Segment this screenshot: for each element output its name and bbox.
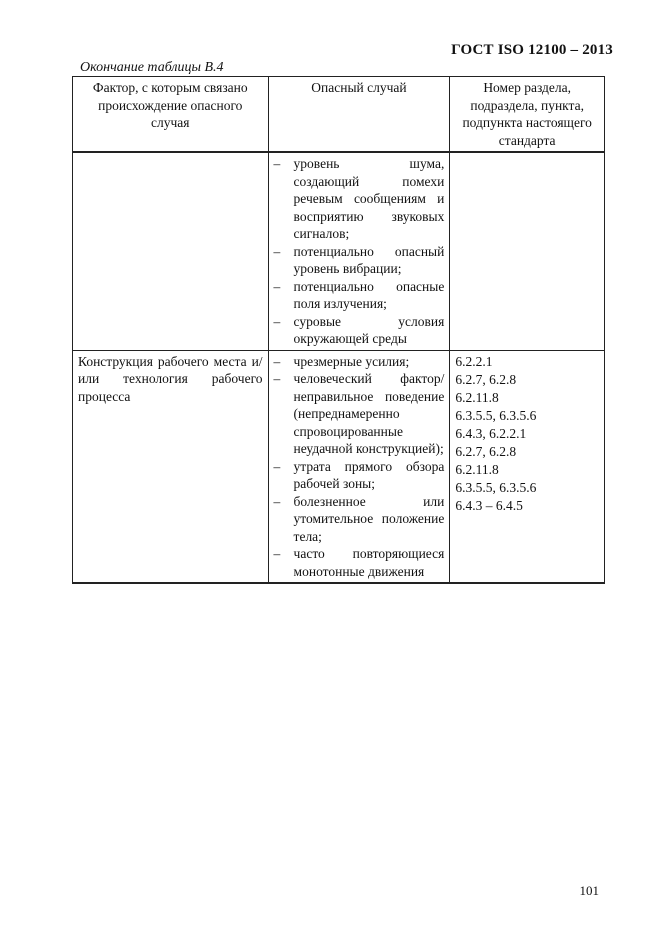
factor-cell [73,152,269,350]
hazard-text: потенциально опасный уровень вибрации; [293,243,445,276]
hazard-item [274,545,445,580]
table-caption: Окончание таблицы В.4 [80,60,224,75]
hazard-table [72,76,605,584]
hazard-text: утрата прямого обзора рабочей зоны; [293,458,445,491]
reference-entry: 6.2.7, 6.2.8 [455,371,517,387]
reference-entry: 6.2.7, 6.2.8 [455,443,517,459]
hazard-text: человеческий фактор/неправильное поведение (непреднамеренно спровоцированные неудачной конструкцией); [293,371,445,456]
hazard-text: уровень шума, создающий помехи речевым сообщениям и восприятию звуковых сигналов; [293,156,445,241]
hazard-item [274,353,445,371]
hazard-item [274,155,445,243]
table-header-row [73,77,605,153]
list-dash: – [273,371,281,386]
hazard-text: потенциально опасные поля излучения; [293,278,445,311]
reference-entry: 6.3.5.5, 6.3.5.6 [455,479,537,495]
hazard-item [274,243,445,278]
reference-entry: 6.4.3, 6.2.2.1 [455,425,527,441]
list-dash: – [273,353,281,369]
hazard-cell [268,350,450,583]
column-header-reference: Номер раздела, подраздела, пункта, подпункта настоящего стандарта [450,77,605,153]
reference-entry: 6.4.3 – 6.4.5 [455,497,523,513]
document-header: ГОСТ ISO 12100 – 2013 [451,42,613,58]
hazard-list [274,353,445,581]
list-dash: – [273,243,281,259]
hazard-list [274,155,445,348]
factor-cell: Конструкция рабочего места и/или технология рабочего процесса [73,350,269,583]
list-dash: – [273,458,281,474]
reference-entry: 6.2.11.8 [455,461,499,477]
hazard-text: часто повторяющиеся монотонные движения [293,546,445,579]
hazard-text: болезненное или утомительное положение тела; [293,493,445,544]
reference-cell [450,152,605,350]
list-dash: – [273,313,281,329]
reference-entry: 6.3.5.5, 6.3.5.6 [455,407,537,423]
hazard-text: суровые условия окружающей среды [293,313,445,346]
table-row [73,152,605,350]
hazard-item [274,458,445,493]
reference-entry: 6.2.2.1 [455,353,493,369]
list-dash: – [273,493,281,509]
hazard-text: чрезмерные усилия; [293,353,410,369]
hazard-item [274,493,445,546]
hazard-item [274,313,445,348]
hazard-item [274,278,445,313]
reference-cell [450,350,605,583]
list-dash: – [273,546,281,561]
hazard-item [274,370,445,458]
table-row [73,350,605,583]
reference-entry: 6.2.11.8 [455,389,499,405]
hazard-cell [268,152,450,350]
page-number: 101 [579,883,599,898]
list-dash: – [273,278,281,294]
column-header-hazard: Опасный случай [268,77,450,153]
list-dash: – [273,156,281,171]
column-header-factor: Фактор, с которым связано происхождение опасного случая [73,77,269,153]
